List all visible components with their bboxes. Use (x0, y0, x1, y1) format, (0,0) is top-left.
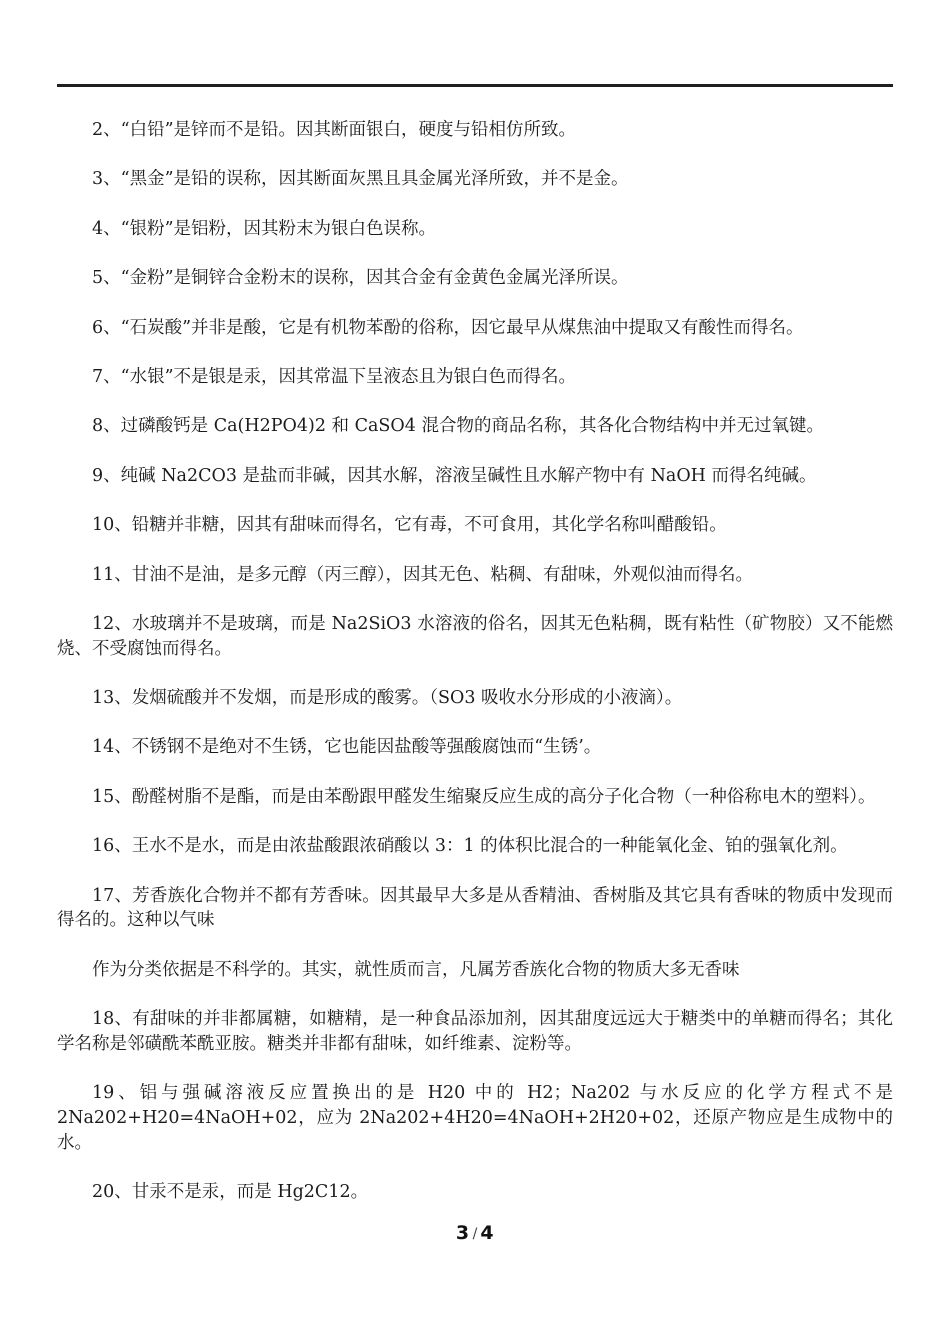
paragraph: 13、发烟硫酸并不发烟，而是形成的酸雾。（SO3 吸收水分形成的小液滴）。 (92, 688, 683, 708)
paragraph: 8、过磷酸钙是 Ca(H2PO4)2 和 CaSO4 混合物的商品名称，其各化合物结构中并无过氧键。 (92, 416, 824, 437)
document-body (57, 118, 893, 1229)
page-footer (0, 1222, 950, 1244)
paragraph: 6、“石炭酸”并非是酸，它是有机物苯酚的俗称，因它最早从煤焦油中提取又有酸性而得名。 (92, 317, 804, 338)
paragraph: 17、芳香族化合物并不都有芳香味。因其最早大多是从香精油、香树脂及其它具有香味的物质中发现而得名的。这种以气味 (57, 885, 893, 931)
header-rule (57, 84, 893, 87)
paragraph: 15、酚醛树脂不是酯，而是由苯酚跟甲醛发生缩聚反应生成的高分子化合物（一种俗称电木的塑料）。 (92, 786, 876, 807)
paragraph: 作为分类依据是不科学的。其实，就性质而言，凡属芳香族化合物的物质大多无香味 (92, 959, 740, 980)
paragraph: 19、铝与强碱溶液反应置换出的是 H20 中的 H2；Na202 与水反应的化学方程式不是 2Na202+H20=4NaOH+02，应为 2Na202+4H20=4NaOH+2H20+02，还原产物应是生成物中的水。 (57, 1083, 893, 1153)
paragraph: 9、纯碱 Na2CO3 是盐而非碱，因其水解，溶液呈碱性且水解产物中有 NaOH 而得名纯碱。 (92, 465, 817, 486)
paragraph: 4、“银粉”是铝粉，因其粉末为银白色误称。 (92, 218, 437, 239)
paragraph: 3、“黑金”是铅的误称，因其断面灰黑且具金属光泽所致，并不是金。 (92, 169, 629, 190)
paragraph: 12、水玻璃并不是玻璃，而是 Na2SiO3 水溶液的俗名，因其无色粘稠，既有粘性（矿物胶）又不能燃烧、不受腐蚀而得名。 (57, 613, 893, 659)
paragraph: 20、甘汞不是汞，而是 Hg2C12。 (92, 1181, 369, 1202)
page-number-separator: / (472, 1226, 478, 1242)
paragraph: 10、铅糖并非糖，因其有甜味而得名，它有毒，不可食用，其化学名称叫醋酸铅。 (92, 515, 727, 536)
paragraph: 16、王水不是水，而是由浓盐酸跟浓硝酸以 3：1 的体积比混合的一种能氧化金、铂的强氧化剂。 (92, 836, 848, 857)
paragraph: 18、有甜味的并非都属糖，如糖精，是一种食品添加剂，因其甜度远远大于糖类中的单糖而得名；其化学名称是邻磺酰苯酰亚胺。糖类并非都有甜味，如纤维素、淀粉等。 (57, 1009, 893, 1054)
paragraph: 14、不锈钢不是绝对不生锈，它也能因盐酸等强酸腐蚀而“生锈’。 (92, 737, 602, 758)
paragraph: 5、“金粉”是铜锌合金粉末的误称，因其合金有金黄色金属光泽所误。 (92, 268, 629, 289)
total-page-count: 4 (480, 1222, 495, 1244)
paragraph: 7、“水银”不是银是汞，因其常温下呈液态且为银白色而得名。 (92, 366, 577, 387)
paragraph: 11、甘油不是油，是多元醇（丙三醇），因其无色、粘稠、有甜味，外观似油而得名。 (92, 564, 754, 585)
paragraph: 2、“白铅”是锌而不是铅。因其断面银白，硬度与铅相仿所致。 (92, 120, 577, 140)
current-page-number: 3 (455, 1222, 470, 1244)
